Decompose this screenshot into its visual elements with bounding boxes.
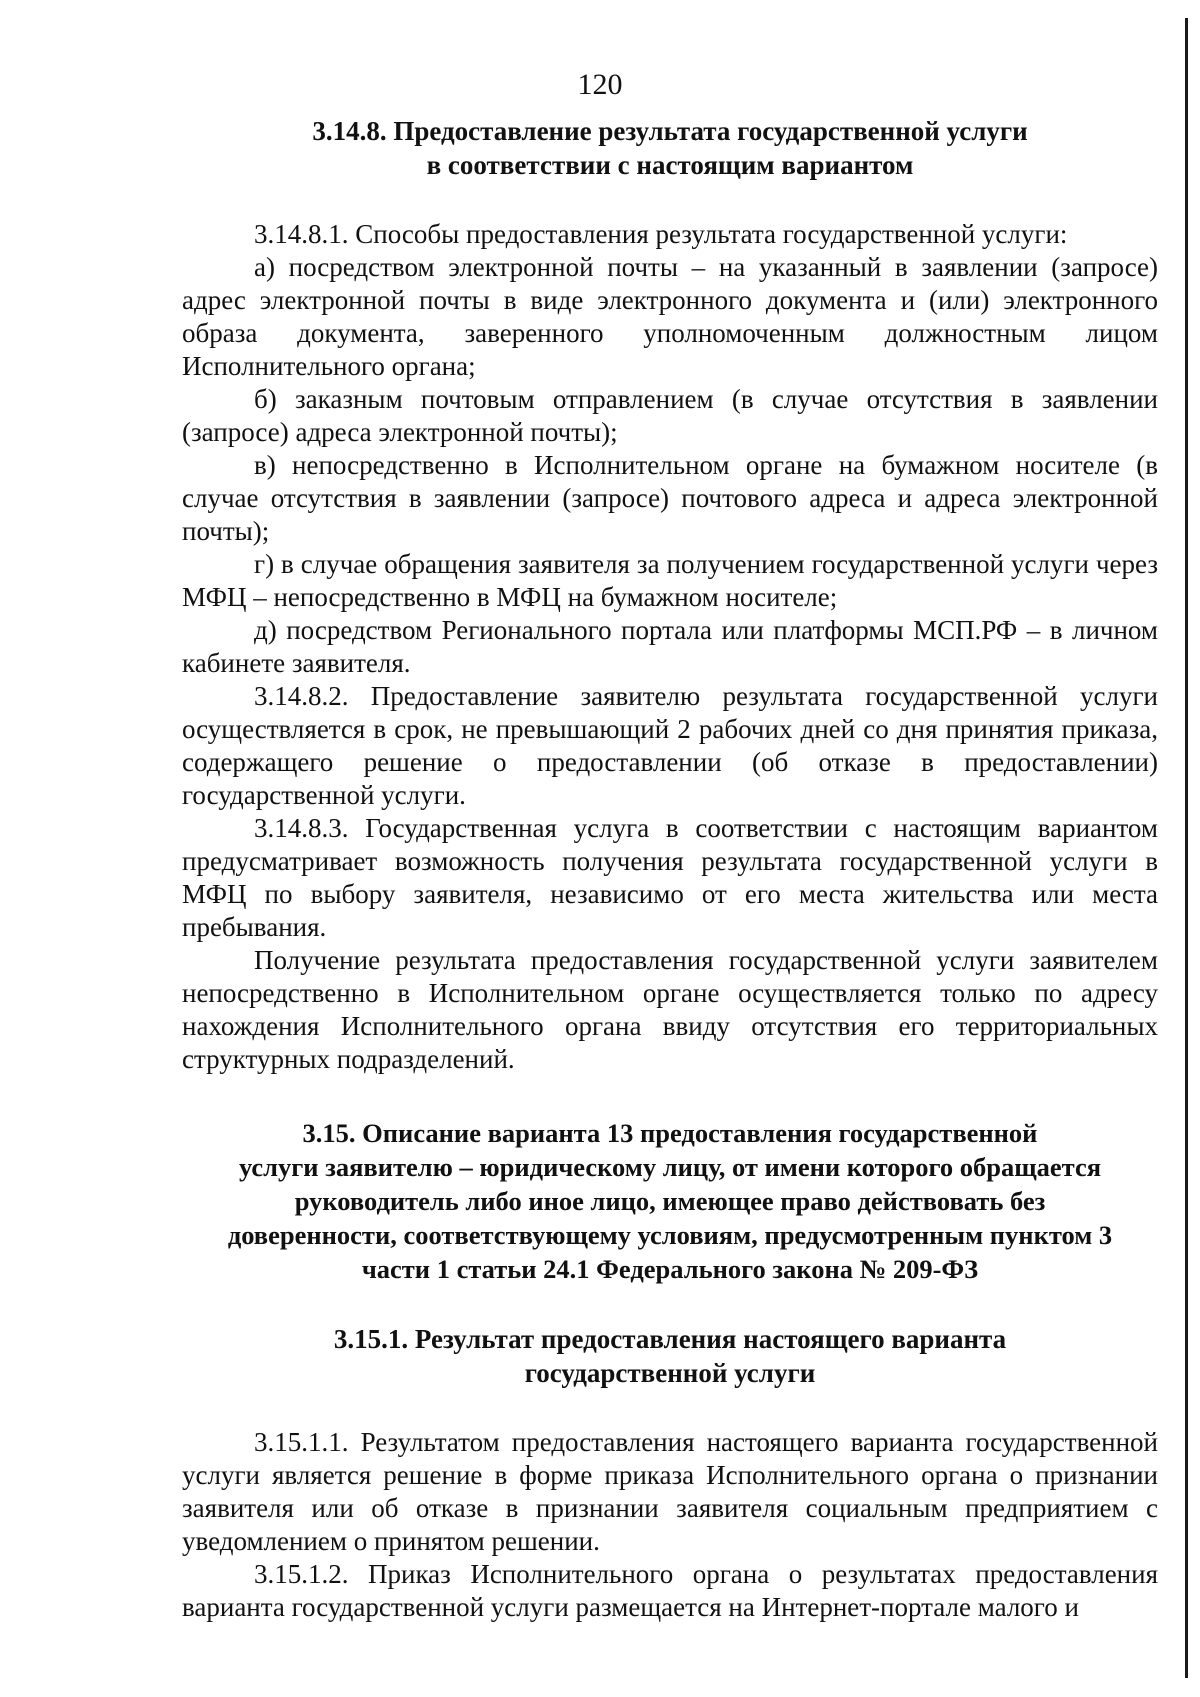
- heading-line: государственной услуги: [524, 1358, 816, 1388]
- list-item-g: г) в случае обращения заявителя за получением государственной услуги через МФЦ – непосредственно в МФЦ на бумажном носителе;: [182, 549, 1158, 612]
- section-heading-3-15-1: [182, 1322, 1158, 1390]
- paragraph-result-receipt: Получение результата предоставления государственной услуги заявителем непосредственно в Исполнительном органе осуществляется только по адресу нахождения Исполнительного органа ввиду отсутствия его территориальных структурных подразделений.: [182, 945, 1158, 1074]
- heading-line: в соответствии с настоящим вариантом: [426, 150, 914, 180]
- section-heading-3-14-8: [182, 114, 1158, 182]
- heading-line: доверенности, соответствующему условиям, предусмотренным пунктом 3: [227, 1220, 1113, 1250]
- heading-line: 3.14.8. Предоставление результата государственной услуги: [312, 116, 1028, 146]
- list-item-b: б) заказным почтовым отправлением (в случае отсутствия в заявлении (запросе) адреса электронной почты);: [182, 384, 1158, 447]
- heading-line: части 1 статьи 24.1 Федерального закона № 209-ФЗ: [361, 1254, 979, 1284]
- heading-line: услуги заявителю – юридическому лицу, от имени которого обращается: [238, 1152, 1102, 1182]
- section-heading-3-15: [182, 1116, 1158, 1286]
- heading-line: руководитель либо иное лицо, имеющее право действовать без: [294, 1186, 1046, 1216]
- page-number: 120: [577, 68, 623, 101]
- list-item-v: в) непосредственно в Исполнительном органе на бумажном носителе (в случае отсутствия в заявлении (запросе) почтового адреса и адреса электронной почты);: [182, 450, 1158, 546]
- list-item-d: д) посредством Регионального портала или платформы МСП.РФ – в личном кабинете заявителя.: [182, 615, 1158, 678]
- heading-line: 3.15.1. Результат предоставления настоящего варианта: [333, 1324, 1007, 1354]
- document-body: [182, 114, 1158, 1624]
- paragraph-3-15-1-1: 3.15.1.1. Результатом предоставления настоящего варианта государственной услуги является решение в форме приказа Исполнительного органа о признании заявителя или об отказе в признании заявителя социальным предприятием с уведомлением о принятом решении.: [182, 1427, 1158, 1556]
- paragraph-3-14-8-2: 3.14.8.2. Предоставление заявителю результата государственной услуги осуществляется в срок, не превышающий 2 рабочих дней со дня принятия приказа, содержащего решение о предоставлении (об отказе в предоставлении) государственной услуги.: [182, 681, 1158, 810]
- paragraph-3-14-8-3: 3.14.8.3. Государственная услуга в соответствии с настоящим вариантом предусматривает возможность получения результата государственной услуги в МФЦ по выбору заявителя, независимо от его места жительства или места пребывания.: [182, 813, 1158, 942]
- paragraph-3-14-8-1: 3.14.8.1. Способы предоставления результата государственной услуги:: [254, 219, 1068, 249]
- page-edge-line: [1185, 18, 1188, 1678]
- heading-line: 3.15. Описание варианта 13 предоставления государственной: [302, 1118, 1038, 1148]
- paragraph-3-15-1-2: 3.15.1.2. Приказ Исполнительного органа о результатах предоставления варианта государственной услуги размещается на Интернет-портале малого и: [182, 1559, 1158, 1622]
- list-item-a: а) посредством электронной почты – на указанный в заявлении (запросе) адрес электронной почты в виде электронного документа и (или) электронного образа документа, заверенного уполномоченным должностным лицом Исполнительного органа;: [182, 252, 1158, 381]
